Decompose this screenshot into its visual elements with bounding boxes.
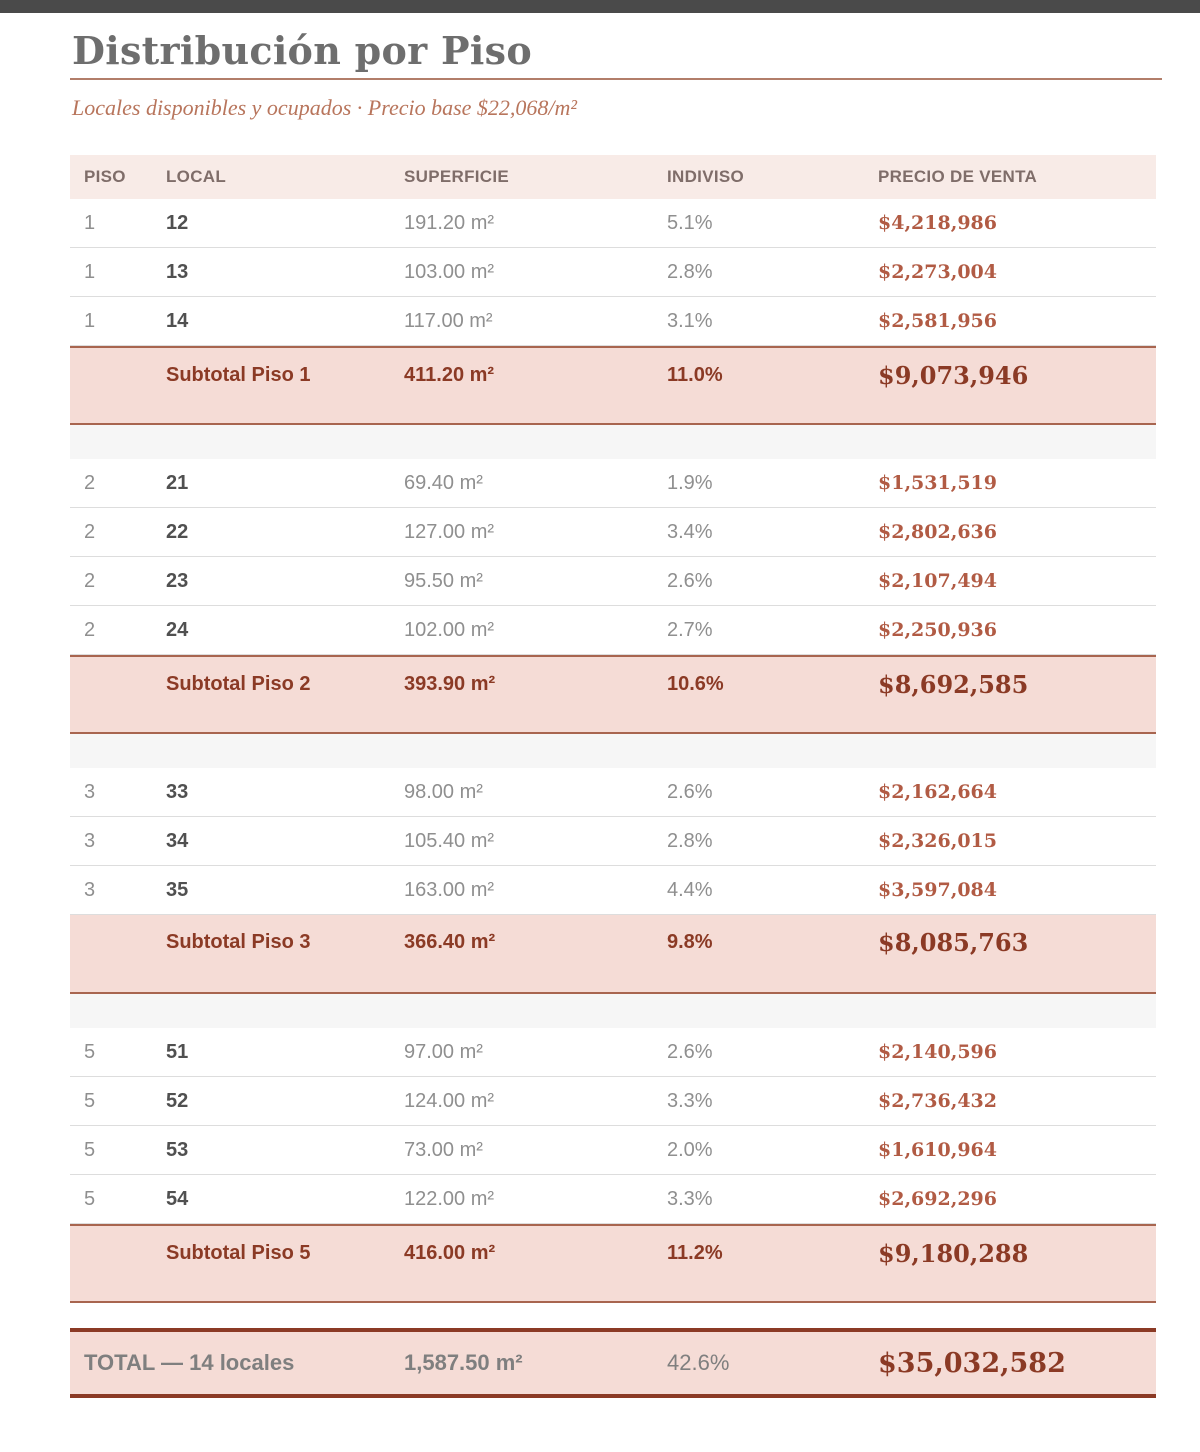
subtotal-precio: $9,073,946 <box>878 360 1029 390</box>
cell-piso: 5 <box>84 1187 96 1210</box>
header-superficie: SUPERFICIE <box>404 167 510 186</box>
cell-piso: 5 <box>84 1138 96 1161</box>
cell-local: 12 <box>166 211 189 234</box>
cell-indiviso: 3.4% <box>667 520 713 543</box>
cell-precio: $2,581,956 <box>878 310 997 332</box>
cell-superficie: 163.00 m² <box>404 878 495 901</box>
cell-precio: $2,273,004 <box>878 261 997 283</box>
total-indiviso: 42.6% <box>667 1350 730 1375</box>
subtotal-row <box>70 1224 1156 1303</box>
cell-precio: $2,736,432 <box>878 1090 997 1112</box>
cell-piso: 3 <box>84 878 96 901</box>
cell-precio: $3,597,084 <box>878 879 997 901</box>
total-superficie: 1,587.50 m² <box>404 1350 523 1375</box>
cell-local: 51 <box>166 1040 189 1063</box>
cell-piso: 5 <box>84 1040 96 1063</box>
cell-indiviso: 2.6% <box>667 1040 713 1063</box>
cell-local: 24 <box>166 618 189 641</box>
cell-indiviso: 3.3% <box>667 1187 713 1210</box>
table-row <box>70 508 1156 557</box>
cell-piso: 5 <box>84 1089 96 1112</box>
cell-piso: 3 <box>84 780 96 803</box>
cell-local: 13 <box>166 260 189 283</box>
cell-superficie: 103.00 m² <box>404 260 495 283</box>
floor-spacer <box>70 734 1156 768</box>
cell-indiviso: 2.0% <box>667 1138 713 1161</box>
table-row <box>70 297 1156 346</box>
cell-indiviso: 3.1% <box>667 309 713 332</box>
subtotal-label: Subtotal Piso 5 <box>166 1241 311 1264</box>
cell-piso: 2 <box>84 471 96 494</box>
floor-spacer <box>70 425 1156 459</box>
subtotal-precio: $9,180,288 <box>878 1238 1029 1268</box>
table-body <box>70 199 1156 1303</box>
cell-indiviso: 2.8% <box>667 829 713 852</box>
table-row <box>70 768 1156 817</box>
cell-local: 53 <box>166 1138 189 1161</box>
cell-superficie: 127.00 m² <box>404 520 495 543</box>
cell-superficie: 97.00 m² <box>404 1040 483 1063</box>
subtotal-indiviso: 9.8% <box>667 930 713 953</box>
cell-superficie: 191.20 m² <box>404 211 495 234</box>
table-row <box>70 817 1156 866</box>
cell-precio: $4,218,986 <box>878 212 997 234</box>
cell-local: 33 <box>166 780 189 803</box>
cell-precio: $2,162,664 <box>878 781 997 803</box>
cell-piso: 1 <box>84 309 96 332</box>
cell-superficie: 117.00 m² <box>404 309 493 332</box>
cell-precio: $2,250,936 <box>878 619 997 641</box>
cell-piso: 2 <box>84 569 96 592</box>
cell-precio: $2,802,636 <box>878 521 997 543</box>
table-row <box>70 248 1156 297</box>
floor-spacer <box>70 994 1156 1028</box>
cell-piso: 1 <box>84 211 96 234</box>
table-row <box>70 1077 1156 1126</box>
subtotal-label: Subtotal Piso 1 <box>166 363 311 386</box>
cell-indiviso: 3.3% <box>667 1089 713 1112</box>
total-precio: $35,032,582 <box>878 1347 1066 1379</box>
table-row <box>70 459 1156 508</box>
subtotal-indiviso: 11.0% <box>667 363 723 386</box>
cell-local: 22 <box>166 520 189 543</box>
cell-superficie: 98.00 m² <box>404 780 483 803</box>
subtotal-superficie: 411.20 m² <box>404 363 495 386</box>
cell-superficie: 122.00 m² <box>404 1187 495 1210</box>
subtotal-label: Subtotal Piso 2 <box>166 672 311 695</box>
cell-superficie: 105.40 m² <box>404 829 495 852</box>
subtotal-indiviso: 11.2% <box>667 1241 723 1264</box>
cell-precio: $1,531,519 <box>878 472 997 494</box>
total-row <box>70 1328 1156 1398</box>
subtotal-row <box>70 915 1156 994</box>
page-title: Distribución por Piso <box>72 28 532 73</box>
cell-local: 23 <box>166 569 189 592</box>
cell-indiviso: 4.4% <box>667 878 713 901</box>
cell-precio: $2,140,596 <box>878 1041 997 1063</box>
header-indiviso: INDIVISO <box>667 167 745 186</box>
cell-indiviso: 1.9% <box>667 471 713 494</box>
cell-local: 34 <box>166 829 189 852</box>
cell-indiviso: 2.6% <box>667 569 713 592</box>
table-row <box>70 1175 1156 1224</box>
subtotal-superficie: 416.00 m² <box>404 1241 496 1264</box>
subtotal-precio: $8,085,763 <box>878 927 1029 957</box>
cell-superficie: 124.00 m² <box>404 1089 495 1112</box>
table-header-row <box>70 155 1156 199</box>
table-row <box>70 606 1156 655</box>
cell-superficie: 73.00 m² <box>404 1138 483 1161</box>
cell-piso: 3 <box>84 829 96 852</box>
cell-indiviso: 5.1% <box>667 211 713 234</box>
title-divider <box>70 78 1162 80</box>
table-row <box>70 557 1156 606</box>
cell-precio: $1,610,964 <box>878 1139 997 1161</box>
cell-piso: 1 <box>84 260 96 283</box>
cell-indiviso: 2.7% <box>667 618 713 641</box>
page-subtitle: Locales disponibles y ocupados · Precio base $22,068/m² <box>72 95 578 120</box>
subtotal-row <box>70 655 1156 734</box>
subtotal-precio: $8,692,585 <box>878 669 1029 699</box>
cell-local: 54 <box>166 1187 189 1210</box>
header-precio: PRECIO DE VENTA <box>878 167 1038 186</box>
cell-piso: 2 <box>84 618 96 641</box>
cell-superficie: 69.40 m² <box>404 471 483 494</box>
header-piso: PISO <box>84 167 126 186</box>
cell-indiviso: 2.6% <box>667 780 713 803</box>
table-row <box>70 1126 1156 1175</box>
header-local: LOCAL <box>166 167 227 186</box>
subtotal-superficie: 393.90 m² <box>404 672 496 695</box>
cell-precio: $2,692,296 <box>878 1188 997 1210</box>
cell-local: 35 <box>166 878 189 901</box>
floor-distribution-table <box>70 155 1156 1303</box>
cell-superficie: 95.50 m² <box>404 569 483 592</box>
cell-piso: 2 <box>84 520 96 543</box>
cell-precio: $2,107,494 <box>878 570 997 592</box>
cell-local: 21 <box>166 471 189 494</box>
subtotal-label: Subtotal Piso 3 <box>166 930 311 953</box>
subtotal-superficie: 366.40 m² <box>404 930 496 953</box>
total-label: TOTAL — 14 locales <box>84 1350 295 1375</box>
subtotal-row <box>70 346 1156 425</box>
cell-precio: $2,326,015 <box>878 830 997 852</box>
cell-superficie: 102.00 m² <box>404 618 495 641</box>
table-row <box>70 1028 1156 1077</box>
subtotal-indiviso: 10.6% <box>667 672 724 695</box>
table-row <box>70 866 1156 915</box>
table-row <box>70 199 1156 248</box>
top-bar <box>0 0 1200 13</box>
cell-local: 52 <box>166 1089 189 1112</box>
cell-local: 14 <box>166 309 189 332</box>
cell-indiviso: 2.8% <box>667 260 713 283</box>
